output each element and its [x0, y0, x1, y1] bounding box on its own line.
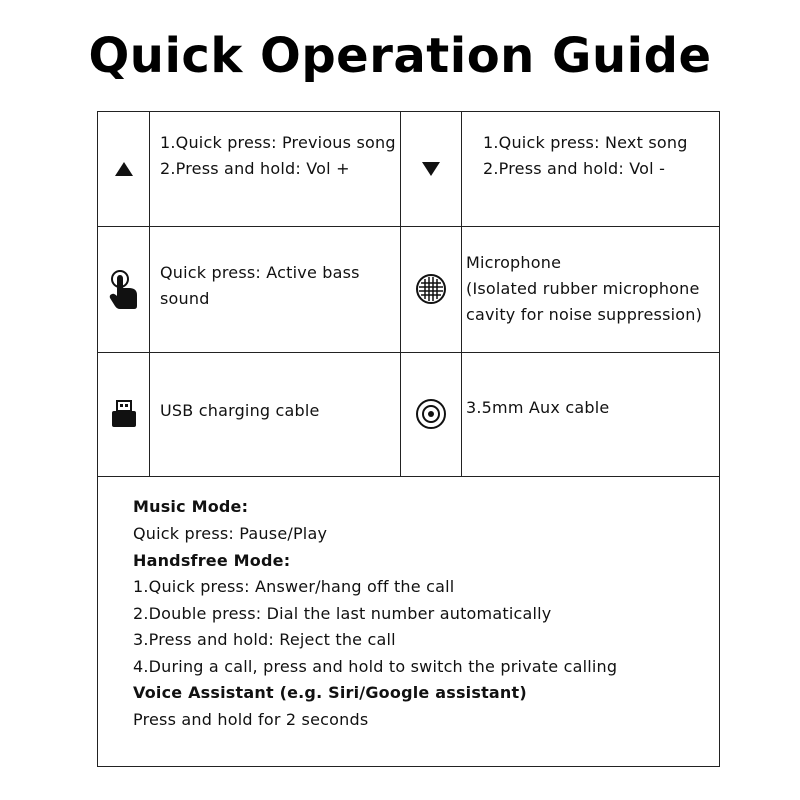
handsfree-line: 4.During a call, press and hold to switch the private calling — [133, 657, 618, 676]
music-mode-line: Quick press: Pause/Play — [133, 524, 328, 543]
bass-sound-text: Quick press: Active bass sound — [160, 263, 360, 308]
triangle-up-icon — [98, 112, 149, 226]
triangle-down-icon — [400, 112, 461, 226]
usb-cable-text: USB charging cable — [160, 401, 320, 420]
handsfree-line: 3.Press and hold: Reject the call — [133, 630, 396, 649]
divider — [461, 112, 462, 476]
aux-jack-icon — [400, 352, 461, 476]
microphone-text: Microphone (Isolated rubber microphone cavity for noise suppression) — [466, 253, 703, 324]
finger-press-icon — [98, 226, 149, 352]
controls-table — [97, 111, 720, 477]
microphone-grille-icon — [400, 226, 461, 352]
aux-cable-text: 3.5mm Aux cable — [466, 398, 610, 417]
page-title: Quick Operation Guide — [88, 28, 712, 84]
voice-assistant-line: Press and hold for 2 seconds — [133, 710, 369, 729]
usb-plug-icon — [98, 352, 149, 476]
handsfree-line: 1.Quick press: Answer/hang off the call — [133, 577, 455, 596]
previous-song-text: 1.Quick press: Previous song 2.Press and hold: Vol + — [160, 133, 396, 178]
divider — [149, 112, 150, 476]
next-song-text: 1.Quick press: Next song 2.Press and hold: Vol - — [483, 133, 688, 178]
handsfree-line: 2.Double press: Dial the last number automatically — [133, 604, 552, 623]
voice-assistant-heading: Voice Assistant (e.g. Siri/Google assistant) — [133, 683, 527, 702]
music-mode-heading: Music Mode: — [133, 497, 249, 516]
handsfree-heading: Handsfree Mode: — [133, 551, 291, 570]
mode-instructions — [97, 476, 720, 767]
